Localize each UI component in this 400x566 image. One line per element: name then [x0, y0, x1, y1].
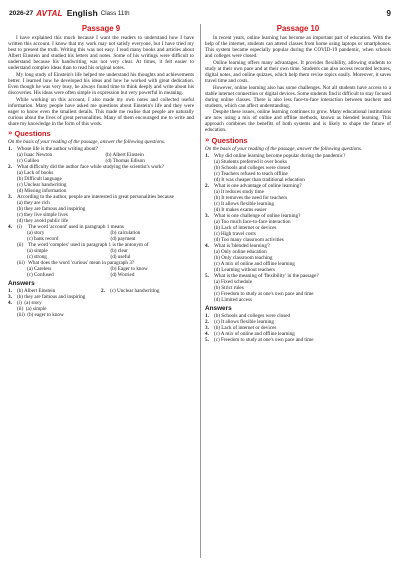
answer-value: (b) Lack of internet or devices	[214, 324, 277, 331]
answer-number: 4.	[205, 330, 209, 337]
option-item: (b) Difficult language	[17, 175, 62, 182]
question-text: What is one challenge of online learning?	[214, 212, 301, 219]
question-text: What is the meaning of 'flexibility' in the passage?	[214, 272, 319, 279]
answer-value: (b) Schools and colleges were closed	[214, 312, 291, 319]
page-number: 9	[386, 8, 391, 18]
option-item: (a) Students preferred it over books	[214, 158, 287, 165]
answer-value: (b) Albert Einstein	[17, 288, 56, 295]
header-year: 2026-27	[9, 9, 34, 17]
answer-value: (c) Unclear handwriting	[110, 288, 160, 295]
option-item: (c) they live simple lives	[17, 212, 68, 219]
answer-item	[205, 337, 391, 343]
sub-question-number: (ii)	[17, 242, 24, 249]
option-item: (d) payment	[110, 236, 136, 243]
option-item: (b) Only classroom teaching	[214, 254, 273, 261]
question-number: 3.	[205, 212, 209, 219]
passage-title: Passage 9	[81, 24, 121, 33]
option-list	[214, 249, 391, 273]
answer-number: 1.	[8, 288, 12, 295]
question-number: 4.	[8, 224, 12, 231]
answers-heading: Answers	[205, 304, 232, 312]
option-item: (d) Limited access	[214, 296, 252, 303]
option-item: (b) Schools and colleges were closed	[214, 164, 291, 171]
passage-body	[8, 35, 194, 127]
question-text: What is 'blended learning'?	[214, 242, 271, 249]
answer-value: (c) It allows flexible learning	[214, 318, 274, 325]
questions-label: Questions	[14, 128, 51, 138]
question-number: 1.	[205, 152, 209, 159]
option-list	[27, 248, 194, 260]
answer-number: 2.	[205, 318, 209, 325]
answer-number: 3.	[8, 294, 12, 301]
option-item: (c) A mix of online and offline learning	[214, 260, 295, 267]
question-number: 1.	[8, 145, 12, 152]
option-item: (d) they avoid public life	[17, 218, 69, 225]
question-number: 2.	[8, 163, 12, 170]
paragraph: However, online learning also has some challenges. Not all students have access to a stable internet connection or digital devices. Some students find it difficult to stay focused during online classes. There is also less face-to-face interaction between teachers and students, which can affect understanding.	[205, 84, 391, 109]
answer-number: 3.	[205, 324, 209, 331]
answers-heading: Answers	[8, 280, 35, 288]
answer-list	[205, 313, 391, 343]
answer-number: 2.	[101, 288, 105, 295]
option-list	[17, 200, 194, 224]
answer-number-spacer	[8, 312, 17, 318]
header-class: Class 11th	[100, 9, 130, 17]
sub-question-text: The word 'account' used in paragraph 1 means	[28, 224, 124, 231]
option-item: (b) Eager to know	[110, 266, 148, 273]
option-list	[214, 279, 391, 303]
question-number: 5.	[205, 272, 209, 279]
option-item: (d) Missing information	[17, 187, 67, 194]
question-number: 3.	[8, 193, 12, 200]
option-item: (d) It makes exams easier	[214, 206, 267, 213]
option-item: (c) Teachers refused to teach offline	[214, 170, 288, 177]
option-item: (a) story	[27, 230, 45, 237]
answer-value: (b) they are famous and inspiring	[17, 294, 86, 301]
question-text: According to the author, people are interested in great personalities because	[17, 193, 174, 200]
option-item: (c) Freedom to study at one's own pace and time	[214, 290, 314, 297]
option-item: (a) Lack of books	[17, 169, 54, 176]
paragraph: Online learning offers many advantages. It provides flexibility, allowing students to study at their own pace and at their own time. Students can also access recorded lectures, digital notes, and online quizzes, which help them revise topics easily. Moreover, it saves travel time and costs.	[205, 59, 391, 84]
question-list	[205, 153, 391, 303]
option-item: (c) Unclear handwriting	[17, 181, 67, 188]
answer-value: (c) A mix of online and offline learning	[214, 330, 295, 337]
question-text: What difficulty did the author face while studying the scientist's work?	[17, 163, 164, 170]
option-list	[214, 159, 391, 183]
paragraph: Despite these issues, online learning continues to grow. Many educational institutions are now using a mix of online and offline methods, known as blended learning. This approach combines the benefits of both systems and is likely to shape the future of education.	[205, 109, 391, 134]
option-list	[27, 266, 194, 278]
paragraph: In recent years, online learning has become an important part of education. With the help of the internet, students can attend classes from home using laptops or smartphones. This system became especially popular during the COVID-19 pandemic, when schools and colleges were closed.	[205, 35, 391, 60]
option-list	[214, 189, 391, 213]
option-list	[27, 230, 194, 242]
answer-value: (c) Freedom to study at one's own pace and time	[214, 336, 314, 343]
questions-label: Questions	[211, 135, 248, 145]
page-header	[9, 6, 391, 20]
option-list	[214, 219, 391, 243]
questions-instruction: On the basis of your reading of the passage, answer the following questions.	[8, 138, 166, 145]
option-item: (c) Galileo	[17, 157, 40, 164]
option-item: (d) Thomas Edison	[105, 157, 145, 164]
brand-logo: AVTAL	[36, 8, 63, 18]
option-item: (a) Too much face-to-face interaction	[214, 218, 291, 225]
option-item: (d) useful	[110, 254, 131, 261]
answer-value: (i) (a) story	[17, 300, 42, 307]
option-item: (a) Careless	[27, 266, 52, 273]
option-item: (c) bank record	[27, 236, 59, 243]
option-item: (a) Only online education	[214, 248, 267, 255]
option-list	[17, 170, 194, 194]
answer-value: (ii) (a) simple	[17, 306, 47, 313]
option-item: (c) High travel costs	[214, 230, 256, 237]
answer-4	[8, 300, 194, 318]
sub-question-text: What does the word 'curious' mean in paragraph 3?	[28, 260, 135, 267]
option-item: (d) Too many classroom activities	[214, 236, 284, 243]
option-item: (d) Worried	[110, 272, 135, 279]
option-item: (a) simple	[27, 248, 48, 255]
questions-heading	[205, 136, 391, 145]
answer-list	[8, 288, 194, 300]
question-number-spacer	[8, 260, 17, 266]
questions-heading	[8, 129, 194, 138]
question-text: Why did online learning become popular during the pandemic?	[214, 152, 346, 159]
answer-value: (iii) (b) eager to know	[17, 312, 64, 319]
option-item: (a) Isaac Newton	[17, 151, 53, 158]
option-item: (b) It removes the need for teachers	[214, 194, 288, 201]
option-item: (b) Albert Einstein	[105, 151, 144, 158]
option-item: (b) calculation	[110, 230, 141, 237]
left-column	[8, 24, 194, 318]
option-item: (a) they are rich	[17, 200, 50, 207]
passage-body	[205, 35, 391, 134]
header-subject: English	[66, 8, 98, 18]
option-item: (a) It reduces study time	[214, 188, 264, 195]
question-number-spacer	[8, 242, 17, 248]
sub-question-number: (iii)	[17, 260, 25, 267]
answer-number: 5.	[205, 336, 209, 343]
answer-number: 1.	[205, 312, 209, 319]
paragraph: While working on this account, I also made my own notes and collected useful information. Many people have asked me questions about Einstein's life and they were eager to know even the smallest details. This made me realise that people are naturally curious about the lives of great personalities. Many of them encouraged me to write and share my knowledge in the form of this work.	[8, 96, 194, 127]
option-item: (d) Learning without teachers	[214, 266, 275, 273]
paragraph: I have explained this much because I want the readers to understand how I have written this account. I know that my work may not satisfy everyone, but I have tried my best to present the truth. Writing this was not easy. I read many books and articles about Albert Einstein and studied his letters and notes. Some of his writings were difficult to understand because his handwriting was not very clear. At times, it felt easier to understand complex ideas than to read his original notes.	[8, 35, 194, 72]
option-item: (d) It was cheaper than traditional education	[214, 176, 305, 183]
option-item: (c) It allows flexible learning	[214, 200, 274, 207]
option-item: (c) Confused	[27, 272, 54, 279]
sub-question-number: (i)	[17, 224, 22, 231]
option-item: (b) they are famous and inspiring	[17, 206, 86, 213]
option-list	[17, 152, 194, 164]
passage-title: Passage 10	[276, 24, 320, 33]
questions-instruction: On the basis of your reading of the passage, answer the following questions.	[205, 145, 363, 152]
option-item: (a) Fixed schedule	[214, 278, 252, 285]
question-text: What is one advantage of online learning?	[214, 182, 302, 189]
arrow-icon: »	[205, 136, 210, 145]
right-column	[205, 24, 391, 343]
question-4	[8, 224, 194, 278]
option-item: (b) Lack of internet or devices	[214, 224, 277, 231]
arrow-icon: »	[8, 129, 13, 138]
paragraph: My long study of Einstein's life helped me understand his thoughts and achievements better. I learned how he developed his ideas and how he worked with great dedication. Even though he was very busy, he always found time to think deeply and write about his discoveries. His ideas were often simple in expression but very powerful in meaning.	[8, 71, 194, 97]
question-list	[8, 146, 194, 224]
question-text: Whose life is the author writing about?	[17, 145, 98, 152]
option-item: (b) clear	[110, 248, 128, 255]
option-item: (c) strong	[27, 254, 47, 261]
column-divider	[200, 24, 201, 558]
question-number: 2.	[205, 182, 209, 189]
option-item: (b) Strict rules	[214, 284, 244, 291]
answer-number: 4.	[8, 300, 12, 307]
question-number: 4.	[205, 242, 209, 249]
sub-question-text: The word 'complex' used in paragraph 1 is the antonym of	[28, 242, 149, 249]
